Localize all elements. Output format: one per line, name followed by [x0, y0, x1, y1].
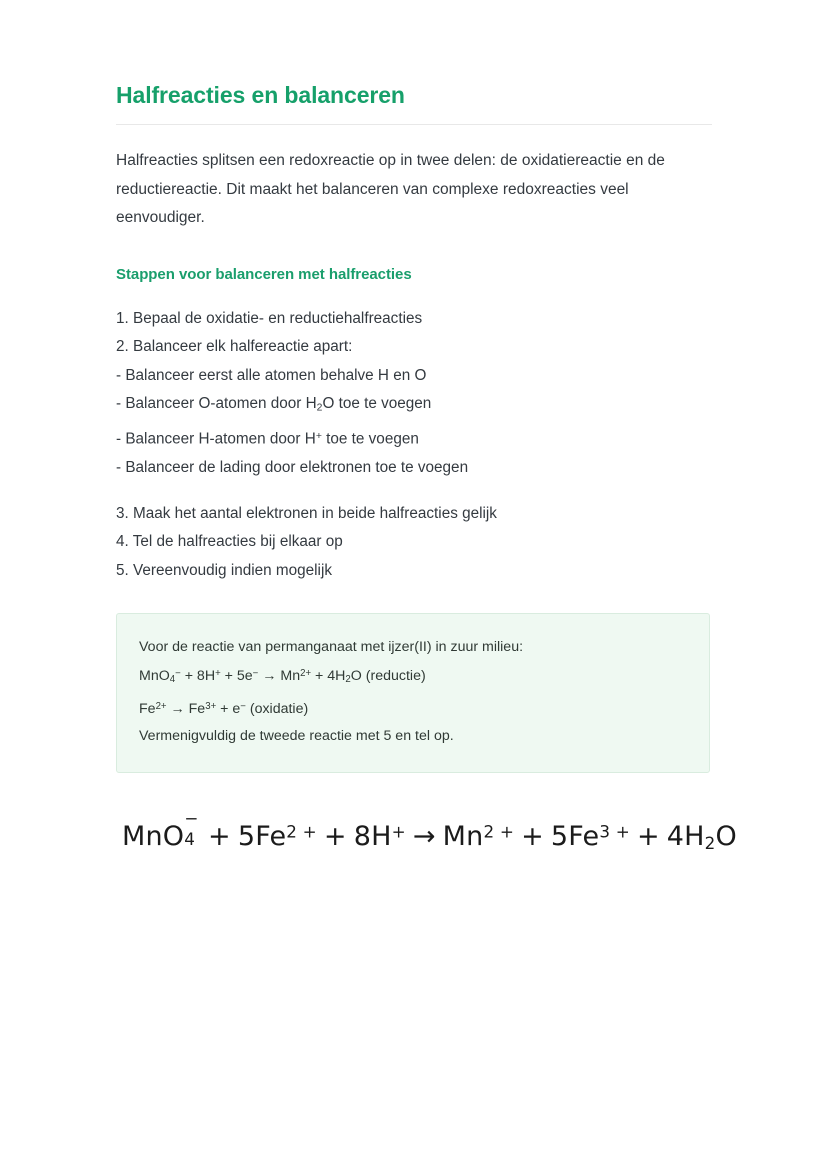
subscript: 2: [704, 832, 716, 853]
equation-term-permanganate: MnO − 4: [122, 821, 201, 852]
list-item: [116, 390, 712, 423]
list-item: 2. Balanceer elk halfereactie apart:: [116, 338, 353, 356]
list-item: 1. Bepaal de oxidatie- en reductiehalfreacties: [116, 309, 423, 327]
equation-term-iron2: $5Fe^{2 +}$: [237, 820, 317, 852]
document-page: [116, 0, 737, 863]
equation-operator: +: [636, 820, 660, 852]
section-heading: Stappen voor balanceren met halfreacties: [116, 265, 412, 283]
list-item: 3. Maak het aantal elektronen in beide halfreacties gelijk: [116, 504, 497, 522]
callout-oxidation-equation: $Fe^{2+} \to Fe^{3+} + e^-$ (oxidatie): [139, 701, 309, 718]
list-item-text-suffix: O toe te voegen: [322, 395, 432, 413]
list-item-text-prefix: - Balanceer O-atomen door H: [116, 395, 317, 413]
equation-arrow: →: [412, 820, 436, 852]
equation-operator: +: [521, 820, 544, 852]
superscript: −: [175, 668, 181, 680]
superscript: +: [391, 820, 406, 841]
subscript: 2: [345, 674, 351, 686]
callout-intro-text: Voor de reactie van permanganaat met ijzer(II) in zuur milieu:: [139, 639, 524, 656]
equation-term-hydrogen-ion: 8H+: [353, 820, 406, 852]
list-item-text-prefix: - Balanceer H-atomen door H: [116, 430, 316, 448]
steps-list: [116, 286, 712, 586]
callout-reduction-equation: $MnO_4^- + 8H^+ + 5e^- \to Mn^{2+} + 4H_2O$ (reductie): [139, 668, 426, 686]
list-item: [116, 423, 712, 454]
sub-superscript-cluster: − 4: [184, 807, 199, 849]
superscript: 2 +: [286, 820, 317, 841]
list-item: - Balanceer eerst alle atomen behalve H en O: [116, 366, 427, 384]
superscript: −: [240, 701, 246, 713]
list-item: 4. Tel de halfreacties bij elkaar op: [116, 533, 343, 551]
equation-term-water: $4H_2O$: [666, 820, 737, 853]
superscript: −: [252, 668, 259, 680]
subscript: 2: [316, 402, 323, 414]
superscript: +: [315, 431, 322, 443]
example-callout-box: [116, 613, 710, 772]
list-item: 5. Vereenvoudig indien mogelijk: [116, 561, 333, 579]
page-title: Halfreacties en balanceren: [116, 82, 405, 108]
intro-paragraph: Halfreacties splitsen een redoxreactie op in twee delen: de oxidatiereactie en de reductiereactie. Dit maakt het balanceren van complexe redoxreacties veel eenvoudiger.: [116, 152, 665, 226]
subscript: 4: [169, 674, 176, 686]
display-equation: [116, 807, 737, 863]
list-item: - Balanceer de lading door elektronen toe te voegen: [116, 459, 469, 477]
equation-operator: +: [323, 820, 347, 852]
callout-note-text: Vermenigvuldig de tweede reactie met 5 en tel op.: [139, 728, 454, 745]
equation-operator: +: [208, 820, 231, 852]
superscript: 3+: [205, 701, 217, 713]
superscript: 2 +: [483, 820, 515, 841]
superscript: 3 +: [599, 820, 630, 841]
superscript: 2+: [300, 668, 312, 680]
superscript: 2+: [155, 701, 167, 713]
superscript: +: [215, 668, 221, 680]
equation-term-iron3: $5Fe^{3 +}$: [550, 820, 630, 852]
list-item-text-suffix: toe te voegen: [321, 430, 419, 448]
equation-term-manganese2: $Mn^{2 +}$: [442, 820, 515, 852]
